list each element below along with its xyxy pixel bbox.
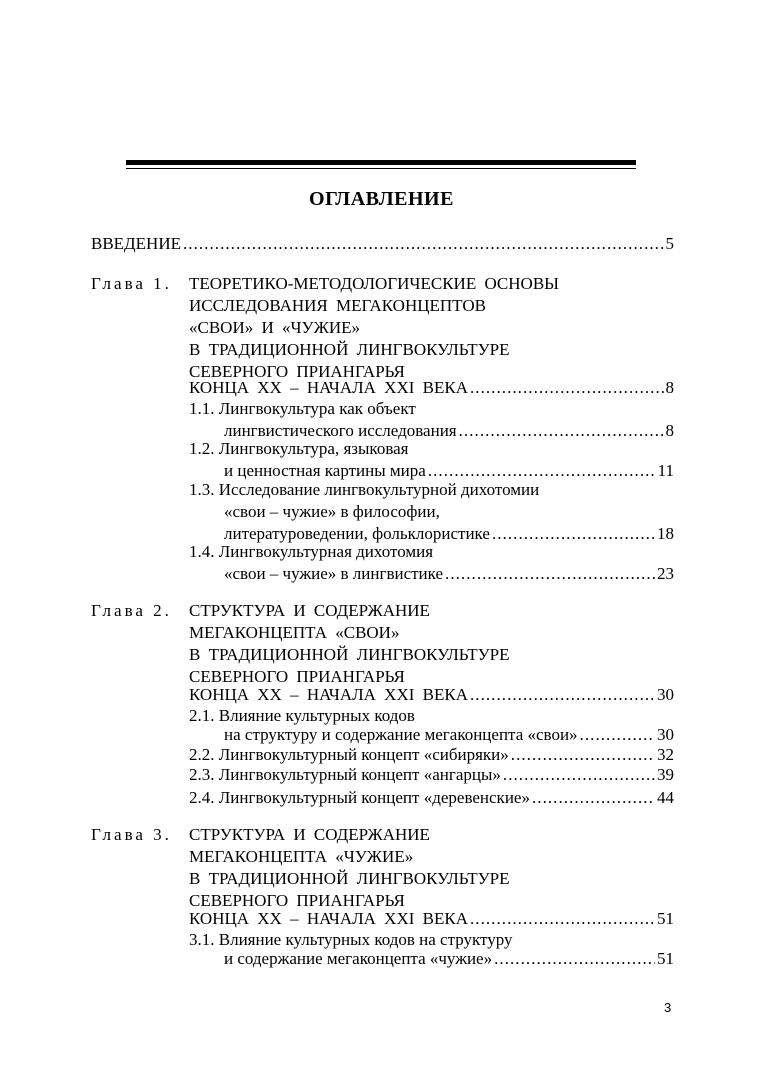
section-1-4-final: [224, 563, 674, 585]
page-number: 3: [664, 1000, 672, 1015]
toc-page-number: 39: [657, 765, 674, 784]
chapter-1-title-line: «СВОИ» И «ЧУЖИЕ»: [189, 318, 360, 337]
dot-leader: [492, 523, 655, 545]
toc-entry-text: «свои – чужие» в лингвистике: [224, 564, 444, 583]
chapter-1-title-line: В ТРАДИЦИОННОЙ ЛИНГВОКУЛЬТУРЕ: [189, 340, 510, 359]
dot-leader: [503, 764, 655, 786]
toc-page-number: 8: [665, 421, 674, 440]
toc-page-number: 30: [657, 685, 674, 704]
dot-leader: [494, 948, 655, 970]
section-3-1-final: [224, 948, 674, 970]
chapter-1-title-line: СЕВЕРНОГО ПРИАНГАРЬЯ: [189, 362, 405, 381]
toc-page-number: 8: [665, 378, 674, 397]
top-rule-thin: [126, 168, 636, 169]
toc-entry-text: ВВЕДЕНИЕ: [91, 234, 181, 253]
toc-entry-text: 2.3. Лингвокультурный концепт «ангарцы»: [189, 765, 501, 784]
chapter-3-label: Глава 3.: [91, 825, 172, 844]
toc-page-number: 18: [657, 524, 674, 543]
dot-leader: [183, 233, 664, 255]
page-title: ОГЛАВЛЕНИЕ: [309, 188, 454, 210]
section-2-4: [189, 787, 674, 809]
dot-leader: [459, 420, 664, 442]
chapter-2-title-line: СЕВЕРНОГО ПРИАНГАРЬЯ: [189, 667, 405, 686]
toc-entry-text: 2.4. Лингвокультурный концепт «деревенские»: [189, 788, 530, 807]
section-1-1-line: 1.1. Лингвокультура как объект: [189, 399, 416, 418]
toc-page-number: 32: [657, 745, 674, 764]
section-3-1-line: 3.1. Влияние культурных кодов на структуру: [189, 930, 513, 949]
chapter-2-title-line: В ТРАДИЦИОННОЙ ЛИНГВОКУЛЬТУРЕ: [189, 645, 510, 664]
dot-leader: [470, 908, 655, 930]
toc-entry-text: 2.2. Лингвокультурный концепт «сибиряки»: [189, 745, 509, 764]
chapter-2-label: Глава 2.: [91, 601, 172, 620]
chapter-1-title-line: ИССЛЕДОВАНИЯ МЕГАКОНЦЕПТОВ: [189, 296, 486, 315]
chapter-1-title-line: ТЕОРЕТИКО-МЕТОДОЛОГИЧЕСКИЕ ОСНОВЫ: [189, 274, 559, 293]
chapter-1-title-final: [189, 377, 674, 399]
toc-page-number: 11: [657, 461, 674, 480]
toc-page-number: 51: [657, 909, 674, 928]
dot-leader: [532, 787, 655, 809]
section-1-3-line: 1.3. Исследование лингвокультурной дихотомии: [189, 480, 540, 499]
toc-page-number: 23: [657, 564, 674, 583]
dot-leader: [580, 724, 655, 746]
toc-page-number: 30: [657, 725, 674, 744]
toc-page-number: 5: [665, 234, 674, 253]
toc-entry-text: КОНЦА XX – НАЧАЛА XXI ВЕКА: [189, 909, 468, 928]
section-2-3: [189, 764, 674, 786]
toc-page-number: 44: [657, 788, 674, 807]
toc-entry-text: КОНЦА XX – НАЧАЛА XXI ВЕКА: [189, 378, 468, 397]
toc-entry-intro: [91, 233, 674, 255]
chapter-1-label: Глава 1.: [91, 274, 172, 293]
chapter-3-title-line: СЕВЕРНОГО ПРИАНГАРЬЯ: [189, 891, 405, 910]
toc-entry-text: и ценностная картины мира: [224, 461, 426, 480]
chapter-2-title-final: [189, 684, 674, 706]
dot-leader: [470, 684, 655, 706]
section-1-2-line: 1.2. Лингвокультура, языковая: [189, 439, 409, 458]
top-rule-thick: [126, 160, 636, 165]
section-1-3-line: «свои – чужие» в философии,: [224, 502, 440, 521]
toc-page-number: 51: [657, 949, 674, 968]
dot-leader: [445, 563, 655, 585]
toc-entry-text: КОНЦА XX – НАЧАЛА XXI ВЕКА: [189, 685, 468, 704]
chapter-2-title-line: МЕГАКОНЦЕПТА «СВОИ»: [189, 623, 400, 642]
toc-entry-text: литературоведении, фольклористике: [224, 524, 490, 543]
chapter-3-title-line: В ТРАДИЦИОННОЙ ЛИНГВОКУЛЬТУРЕ: [189, 869, 510, 888]
dot-leader: [470, 377, 664, 399]
section-1-4-line: 1.4. Лингвокультурная дихотомия: [189, 542, 434, 561]
chapter-2-title-line: СТРУКТУРА И СОДЕРЖАНИЕ: [189, 601, 430, 620]
toc-entry-text: лингвистического исследования: [224, 421, 457, 440]
dot-leader: [511, 744, 655, 766]
toc-entry-text: и содержание мегаконцепта «чужие»: [224, 949, 493, 968]
section-2-1-final: [224, 724, 674, 746]
chapter-3-title-final: [189, 908, 674, 930]
section-2-1-line: 2.1. Влияние культурных кодов: [189, 706, 415, 725]
toc-entry-text: на структуру и содержание мегаконцепта «свои»: [224, 725, 578, 744]
section-2-2: [189, 744, 674, 766]
chapter-3-title-line: СТРУКТУРА И СОДЕРЖАНИЕ: [189, 825, 430, 844]
chapter-3-title-line: МЕГАКОНЦЕПТА «ЧУЖИЕ»: [189, 847, 414, 866]
